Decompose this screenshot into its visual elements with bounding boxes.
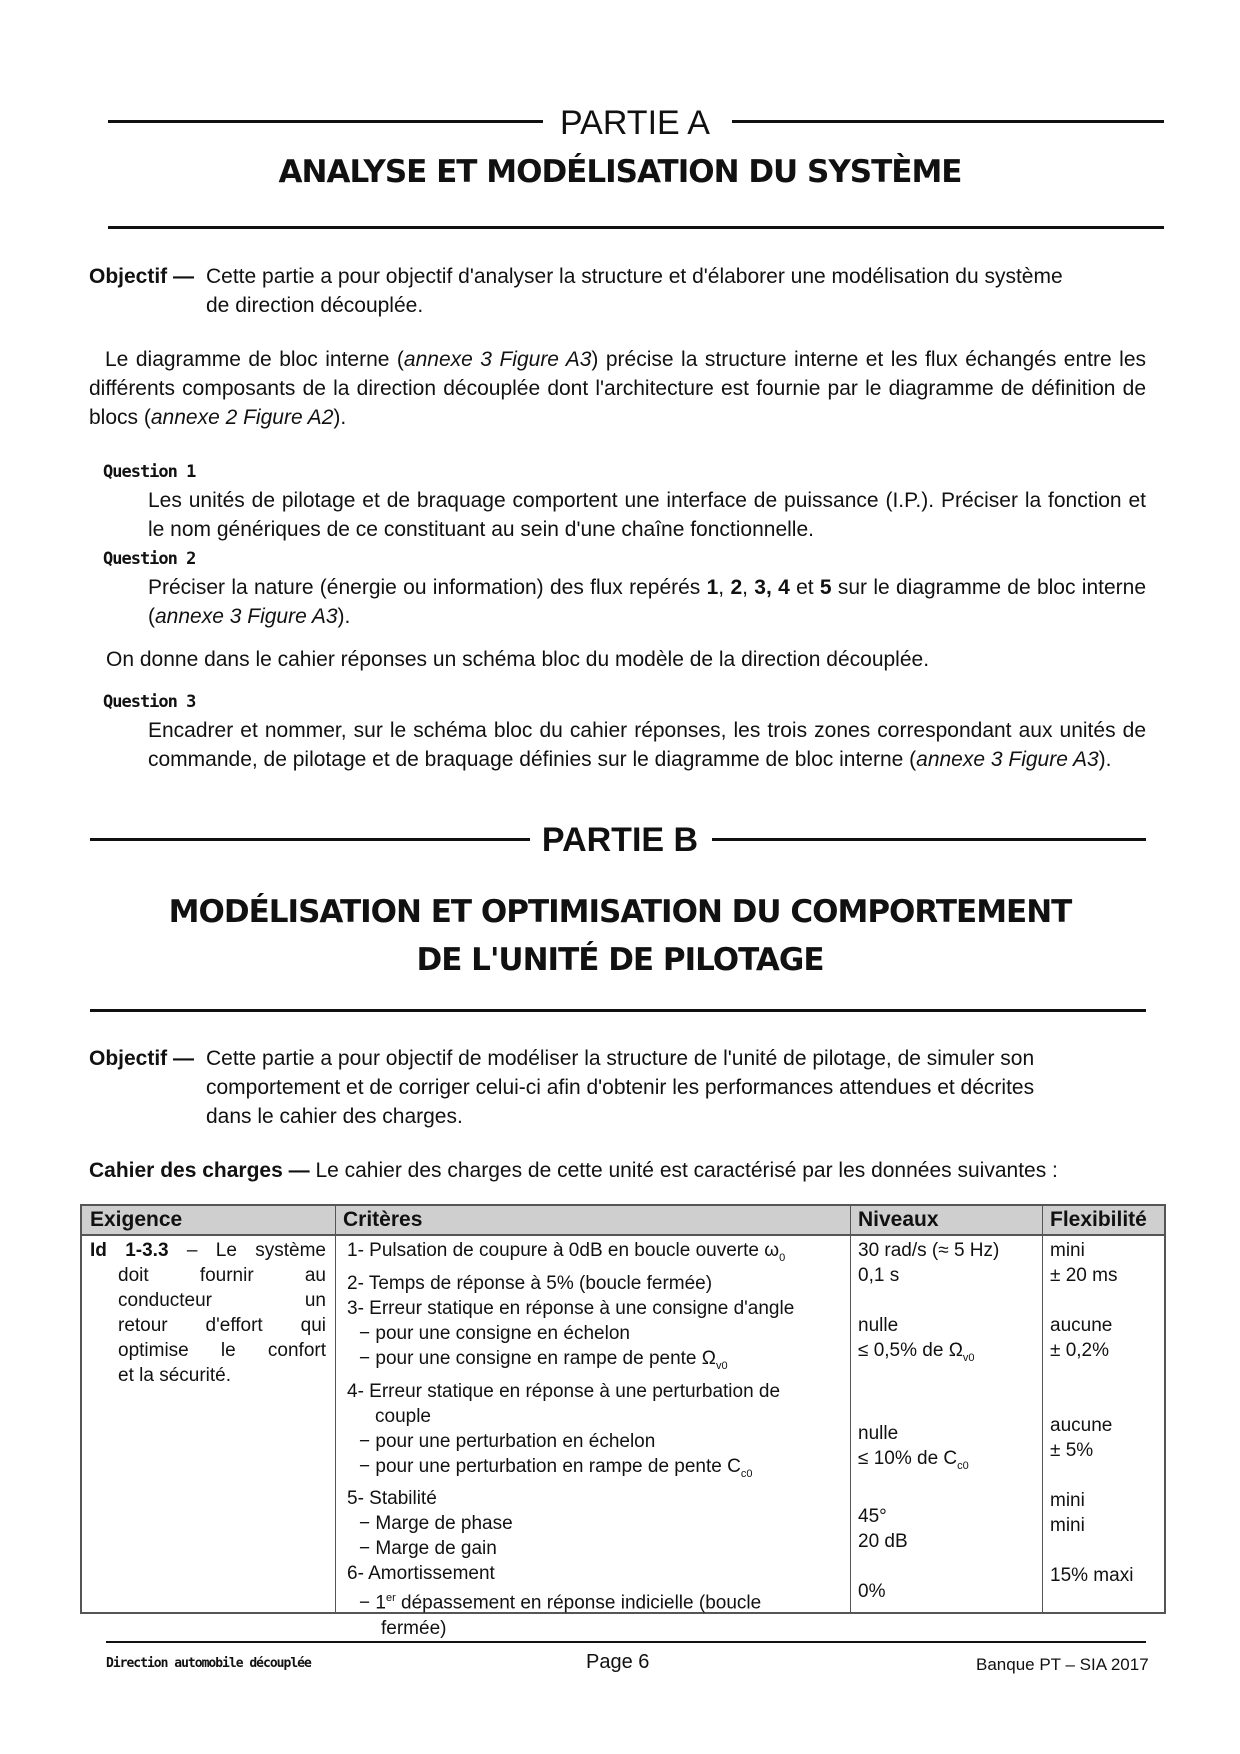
critere-row: − Marge de gain — [359, 1538, 497, 1560]
partA-objective-line1: Cette partie a pour objectif d'analyser la structure et d'élaborer une modélisation du système — [206, 265, 1063, 288]
flexibilite-value: mini — [1050, 1240, 1085, 1261]
partB-rule-right — [712, 838, 1146, 841]
partB-rule-bottom — [90, 1009, 1146, 1012]
partB-objective-line3: dans le cahier des charges. — [206, 1105, 463, 1128]
question-3-text: Encadrer et nommer, sur le schéma bloc du cahier réponses, les trois zones correspondant aux unités de commande, de pilotage et de braquage définies sur le diagramme de bloc interne (annexe 3 Figure A3). — [148, 719, 1146, 771]
partB-objective-line2: comportement et de corriger celui-ci afin d'obtenir les performances attendues et décrites — [206, 1076, 1035, 1099]
footer-left: Direction automobile découplée — [106, 1656, 311, 1671]
niveau-value: 20 dB — [858, 1530, 908, 1552]
partA-rule-right — [732, 120, 1164, 123]
header-criteres: Critères — [343, 1208, 423, 1231]
requirements-table — [80, 1204, 1166, 1639]
critere-row: 5- Stabilité — [347, 1488, 437, 1510]
critere-row: − pour une perturbation en rampe de pente $C_{c0}$ — [359, 1455, 753, 1480]
critere-row: fermée) — [381, 1617, 447, 1639]
partB-objective-label: Objectif — — [89, 1047, 195, 1070]
question-2-text: Préciser la nature (énergie ou information) des flux repérés 1, 2, 3, 4 et 5 sur le diagramme de bloc interne (annexe 3 Figure A3). — [148, 576, 1146, 628]
critere-row: 2- Temps de réponse à 5% (boucle fermée) — [347, 1272, 713, 1294]
flexibilite-value: ± 20 ms — [1050, 1265, 1118, 1286]
flexibilite-value: aucune — [1050, 1415, 1113, 1436]
partB-title-line1: MODÉLISATION ET OPTIMISATION DU COMPORTEMENT — [168, 894, 1072, 930]
table-col-divider-3 — [1042, 1206, 1043, 1612]
partB-rule-left — [90, 838, 530, 841]
question-1-label: Question 1 — [103, 462, 196, 482]
critere-row: 6- Amortissement — [347, 1563, 495, 1585]
table-col-divider-1 — [335, 1206, 336, 1612]
niveau-value: 45° — [858, 1505, 887, 1527]
footer-page-number: Page 6 — [586, 1651, 650, 1673]
partA-objective-label: Objectif — — [89, 265, 195, 288]
niveau-value: ≤ 0,5% de $\Omega_{v0}$ — [858, 1340, 975, 1364]
question-3-label: Question 3 — [103, 692, 196, 712]
partA-rule-left — [108, 120, 543, 123]
header-flexibilite: Flexibilité — [1050, 1208, 1147, 1231]
table-col-divider-2 — [850, 1206, 851, 1612]
critere-row: − pour une perturbation en échelon — [359, 1430, 656, 1452]
partA-objective-line2: de direction découplée. — [206, 294, 424, 317]
partA-intro-paragraph: Le diagramme de bloc interne (annexe 3 Figure A3) précise la structure interne et les flux échangés entre les différents composants de la direction découplée dont l'architecture est fournie par le diagramme de définition de blocs (annexe 2 Figure A2). — [89, 348, 1146, 429]
footer-right: Banque PT – SIA 2017 — [976, 1655, 1149, 1674]
flexibilite-value: mini — [1050, 1515, 1085, 1536]
partA-label: PARTIE A — [560, 104, 710, 142]
niveau-value: 0% — [858, 1580, 886, 1602]
niveau-value: ≤ 10% de $C_{c0}$ — [858, 1447, 969, 1472]
niveau-value: nulle — [858, 1315, 899, 1336]
flexibilite-value: aucune — [1050, 1315, 1113, 1336]
question-1-text: Les unités de pilotage et de braquage comportent une interface de puissance (I.P.). Préciser la fonction et le nom génériques de ce constituant au sein d'une chaîne fonctionnelle. — [148, 489, 1146, 541]
table-header-row — [82, 1206, 1164, 1236]
exigence-cell: Id 1-3.3 – Le système doit fournir au conducteur un retour d'effort qui optimise le confort et la sécurité. — [90, 1240, 326, 1386]
partA-rule-bottom — [108, 226, 1164, 229]
niveau-value: 30 rad/s (≈ 5 Hz) — [858, 1240, 1000, 1261]
flexibilite-value: mini — [1050, 1490, 1085, 1511]
question-2-label: Question 2 — [103, 549, 196, 569]
header-niveaux: Niveaux — [858, 1208, 939, 1231]
niveau-value: 0,1 s — [858, 1265, 900, 1286]
flexibilite-value: 15% maxi — [1050, 1565, 1134, 1586]
critere-row: − pour une consigne en échelon — [359, 1322, 630, 1344]
critere-row: − 1er dépassement en réponse indicielle (boucle — [359, 1592, 762, 1614]
footer-rule — [106, 1641, 1146, 1643]
flexibilite-value: ± 0,2% — [1050, 1340, 1110, 1361]
critere-row: − pour une consigne en rampe de pente $\Omega_{v0}$ — [359, 1347, 728, 1372]
partB-label: PARTIE B — [541, 821, 699, 859]
criteres-cell — [347, 1238, 847, 1641]
critere-row: couple — [375, 1405, 431, 1427]
niveaux-cell — [858, 1238, 1038, 1604]
flexibilite-value: ± 5% — [1050, 1440, 1094, 1461]
header-exigence: Exigence — [90, 1208, 183, 1231]
critere-row: 3- Erreur statique en réponse à une consigne d'angle — [347, 1297, 795, 1319]
flexibilite-cell — [1050, 1238, 1164, 1588]
cahier-des-charges-intro: Cahier des charges — Le cahier des charges de cette unité est caractérisé par les données suivantes : — [89, 1159, 1058, 1182]
partA-title: ANALYSE ET MODÉLISATION DU SYSTÈME — [278, 154, 962, 190]
partB-objective-line1: Cette partie a pour objectif de modéliser la structure de l'unité de pilotage, de simuler son — [206, 1047, 1035, 1070]
partB-title-line2: DE L'UNITÉ DE PILOTAGE — [416, 942, 824, 978]
niveau-value: nulle — [858, 1422, 899, 1444]
partA-donne-text: On donne dans le cahier réponses un schéma bloc du modèle de la direction découplée. — [106, 648, 930, 671]
critere-row: 1- Pulsation de coupure à 0dB en boucle ouverte $\omega_0$ — [347, 1240, 786, 1264]
critere-row: 4- Erreur statique en réponse à une perturbation de — [347, 1380, 781, 1402]
exigence-id: Id 1-3.3 — [90, 1240, 169, 1261]
critere-row: − Marge de phase — [359, 1513, 513, 1535]
